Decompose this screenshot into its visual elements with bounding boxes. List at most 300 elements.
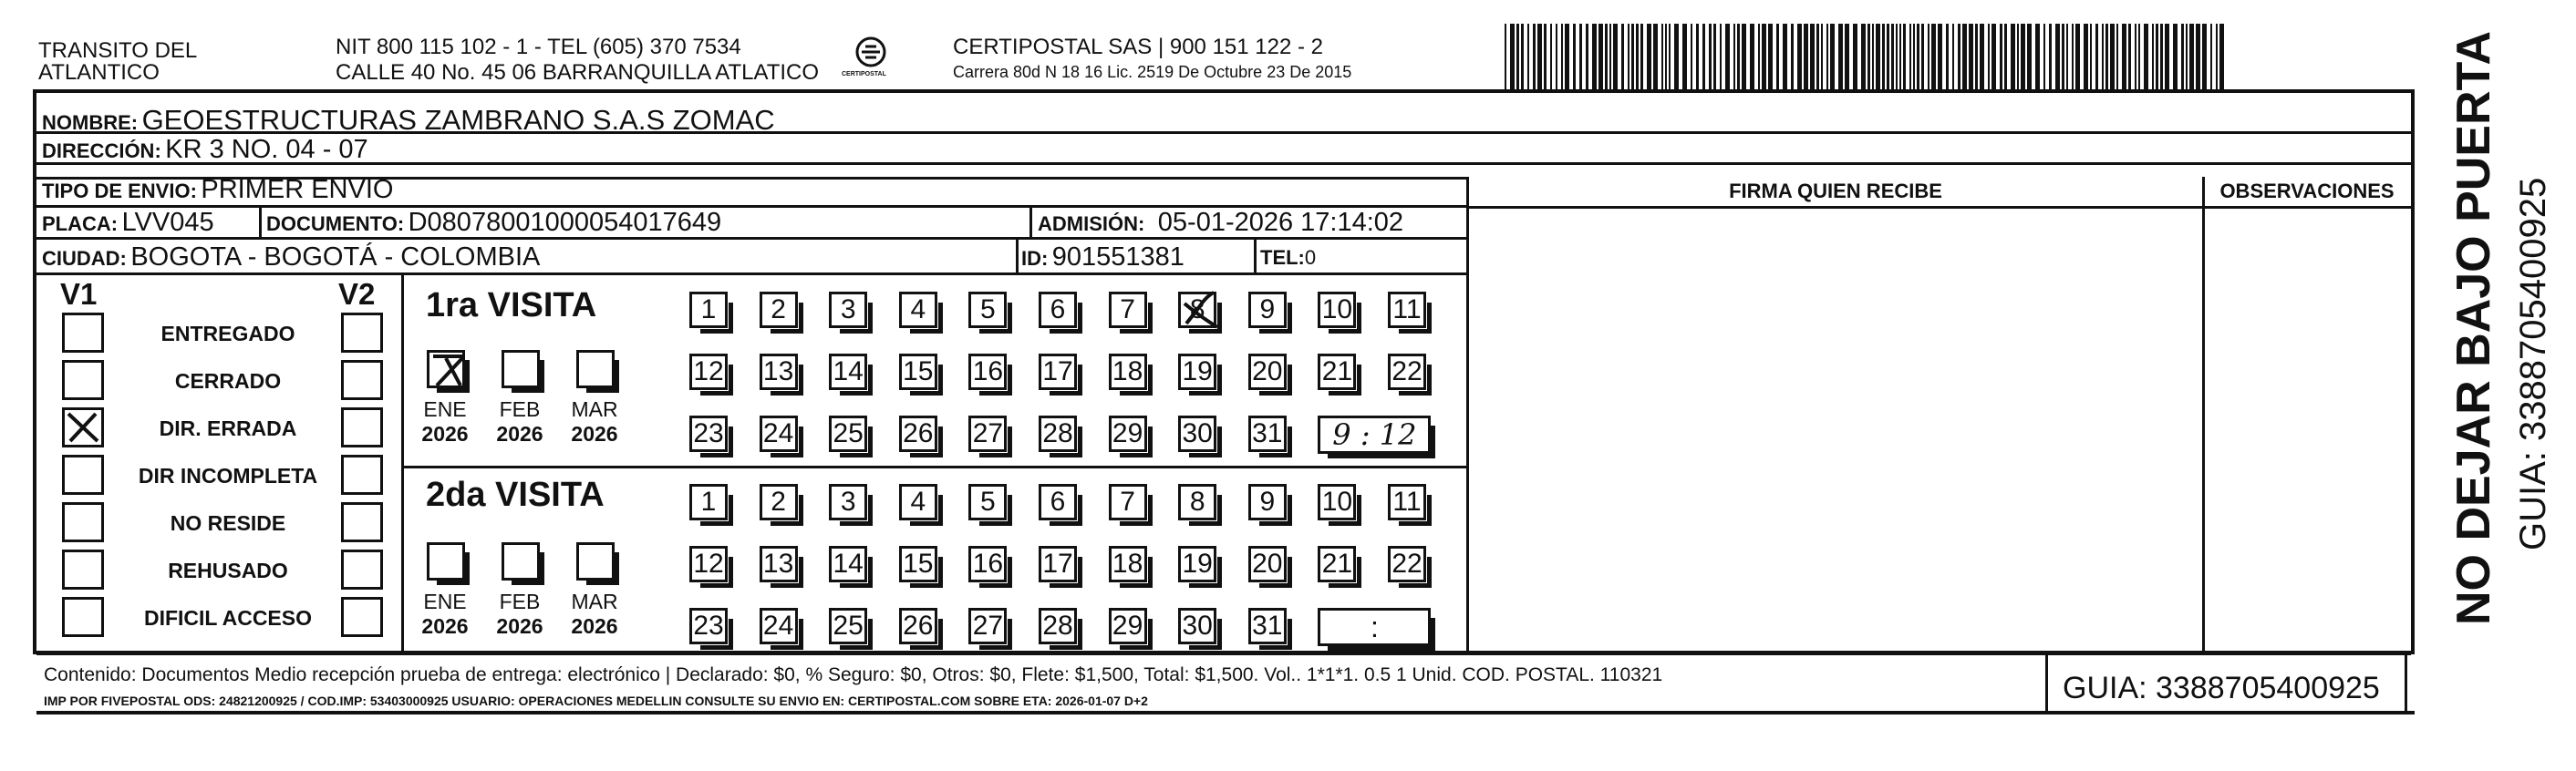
barcode-bar: [1696, 24, 1699, 89]
day-number: 14: [833, 549, 864, 579]
day-number: 26: [903, 418, 934, 448]
barcode-bar: [1991, 24, 1996, 89]
barcode-bar: [1899, 24, 1901, 89]
v1-checkbox[interactable]: [62, 407, 104, 447]
day-number: 28: [1042, 611, 1073, 641]
barcode: [1505, 24, 2229, 89]
barcode-bar: [1861, 24, 1866, 89]
barcode-bar: [1537, 24, 1542, 89]
day-number: 18: [1112, 356, 1143, 386]
day-box[interactable]: [1178, 546, 1216, 582]
nombre-field: [42, 106, 775, 134]
v2-checkbox[interactable]: [341, 455, 383, 495]
month-checkbox[interactable]: [576, 542, 615, 581]
barcode-bar: [1598, 24, 1603, 89]
barcode-bar: [1527, 24, 1529, 89]
v2-checkbox[interactable]: [341, 360, 383, 400]
observaciones-header: OBSERVACIONES: [2219, 180, 2395, 202]
barcode-bar: [1882, 24, 1885, 89]
day-number: 19: [1182, 549, 1213, 579]
barcode-bar: [1720, 24, 1722, 89]
barcode-bar: [1592, 24, 1597, 89]
barcode-bar: [1969, 24, 1973, 89]
documento-label: DOCUMENTO:: [266, 212, 405, 235]
day-number: 10: [1321, 294, 1353, 324]
day-number: 18: [1112, 549, 1143, 579]
barcode-bar: [1621, 24, 1624, 89]
barcode-bar: [2105, 24, 2108, 89]
v2-checkbox[interactable]: [341, 313, 383, 353]
footer-contenido: Contenido: Documentos Medio recepción prueba de entrega: electrónico | Declarado: $0, % Seguro: $0, Otros: $0, Flete: $1,500, Total: $1,500. Vol.. 1*1*1. 0.5 1 Unid. COD. POSTAL. 110321: [44, 664, 1663, 685]
month-label: MAR: [571, 590, 618, 613]
id-label: ID:: [1021, 247, 1049, 270]
tel-label: TEL:: [1260, 246, 1305, 269]
day-box[interactable]: [968, 484, 1007, 520]
firma-header: FIRMA QUIEN RECIBE: [1729, 180, 1942, 202]
barcode-bar: [2084, 24, 2088, 89]
second-visit-title: 2da VISITA: [426, 476, 605, 514]
documento-value: D0807800100005401764​9: [408, 208, 722, 237]
documento-field: [266, 210, 721, 236]
certipostal-logo-icon: [839, 35, 903, 86]
barcode-bar: [1762, 24, 1766, 89]
barcode-bar: [1768, 24, 1773, 89]
barcode-bar: [2043, 24, 2045, 89]
day-box[interactable]: [1109, 484, 1147, 520]
direccion-label: DIRECCIÓN:: [42, 139, 161, 162]
barcode-bar: [1913, 24, 1915, 89]
first-visit-time-box[interactable]: [1318, 416, 1431, 454]
barcode-bar: [1750, 24, 1754, 89]
day-number: 11: [1392, 487, 1422, 517]
day-box[interactable]: [829, 546, 867, 582]
check-mark-icon: [1174, 287, 1228, 336]
day-box[interactable]: [1248, 484, 1287, 520]
barcode-bar: [1931, 24, 1936, 89]
check-mark-icon: [65, 410, 101, 445]
day-box[interactable]: [760, 292, 798, 328]
year-label: 2026: [496, 422, 543, 446]
barcode-bar: [2152, 24, 2154, 89]
barcode-bar: [2072, 24, 2074, 89]
barcode-bar: [1776, 24, 1779, 89]
barcode-bar: [1891, 24, 1894, 89]
day-number: 25: [833, 611, 864, 641]
barcode-bar: [2116, 24, 2118, 89]
barcode-bar: [1516, 24, 1519, 89]
barcode-bar: [2128, 24, 2131, 89]
day-number: 30: [1182, 611, 1213, 641]
day-box[interactable]: [829, 292, 867, 328]
barcode-bar: [1647, 24, 1651, 89]
day-box[interactable]: [1109, 608, 1147, 644]
barcode-bar: [1903, 24, 1906, 89]
barcode-bar: [2066, 24, 2068, 89]
sender-address: CALLE 40 No. 45 06 BARRANQUILLA ATLATICO: [336, 60, 820, 85]
barcode-bar: [1758, 24, 1760, 89]
v1-label: V1: [60, 277, 98, 311]
day-number: 26: [903, 611, 934, 641]
second-visit-time: :: [1370, 610, 1379, 643]
v2-checkbox[interactable]: [341, 407, 383, 447]
barcode-bar: [1838, 24, 1843, 89]
v1-checkbox[interactable]: [62, 455, 104, 495]
month-label: FEB: [499, 590, 541, 613]
barcode-bar: [1845, 24, 1849, 89]
barcode-bar: [1665, 24, 1667, 89]
day-box[interactable]: [899, 608, 937, 644]
tel-field: [1260, 248, 1316, 268]
day-box[interactable]: [1039, 484, 1077, 520]
barcode-bar: [1791, 24, 1794, 89]
day-box[interactable]: [1178, 484, 1216, 520]
month-checkbox[interactable]: [576, 350, 615, 388]
second-visit-time-box[interactable]: [1318, 608, 1431, 646]
barcode-bar: [2090, 24, 2092, 89]
day-number: 11: [1392, 294, 1422, 324]
status-label: DIFICIL ACCESO: [143, 606, 313, 630]
v2-checkbox[interactable]: [341, 502, 383, 542]
day-number: 23: [693, 418, 724, 448]
year-label: 2026: [571, 614, 618, 638]
day-number: 31: [1252, 611, 1283, 641]
day-number: 14: [833, 356, 864, 386]
month-checkbox[interactable]: [427, 350, 465, 388]
barcode-bar: [2122, 24, 2126, 89]
day-number: 4: [910, 487, 926, 517]
day-box[interactable]: [1248, 608, 1287, 644]
tel-value: 0: [1304, 246, 1317, 269]
ciudad-label: CIUDAD:: [42, 247, 127, 270]
day-box[interactable]: [1039, 354, 1077, 390]
barcode-bar: [1702, 24, 1705, 89]
barcode-bar: [1742, 24, 1746, 89]
day-number: 3: [840, 294, 856, 324]
barcode-bar: [1975, 24, 1978, 89]
barcode-bar: [2035, 24, 2040, 89]
day-number: 20: [1252, 549, 1283, 579]
day-box[interactable]: [1109, 354, 1147, 390]
day-number: 12: [693, 356, 724, 386]
day-number: 19: [1182, 356, 1213, 386]
admision-field: [1038, 210, 1403, 236]
barcode-bar: [1938, 24, 1942, 89]
month-checkbox[interactable]: [502, 542, 540, 581]
day-number: 23: [693, 611, 724, 641]
v2-checkbox[interactable]: [341, 550, 383, 590]
day-number: 1: [700, 487, 717, 517]
day-number: 10: [1321, 487, 1353, 517]
day-box[interactable]: [760, 484, 798, 520]
v1-checkbox[interactable]: [62, 313, 104, 353]
barcode-bar: [1550, 24, 1552, 89]
barcode-bar: [2138, 24, 2140, 89]
barcode-bar: [1733, 24, 1735, 89]
barcode-bar: [2049, 24, 2052, 89]
day-box[interactable]: [968, 546, 1007, 582]
day-number: 8: [1189, 294, 1205, 324]
day-box[interactable]: [689, 484, 728, 520]
day-number: 27: [972, 611, 1004, 641]
barcode-bar: [1682, 24, 1687, 89]
barcode-bar: [2189, 24, 2194, 89]
courier-line-1: CERTIPOSTAL SAS | 900 151 122 - 2: [953, 35, 1323, 59]
v1-checkbox[interactable]: [62, 502, 104, 542]
day-box[interactable]: [1039, 416, 1077, 452]
barcode-bar: [1605, 24, 1608, 89]
year-label: 2026: [496, 614, 543, 638]
day-box[interactable]: [1388, 354, 1426, 390]
day-box[interactable]: [1178, 354, 1216, 390]
barcode-bar: [1533, 24, 1536, 89]
day-box[interactable]: [1248, 546, 1287, 582]
sender-line-1: TRANSITO DEL: [38, 38, 198, 63]
day-number: 30: [1182, 418, 1213, 448]
day-number: 9: [1259, 294, 1276, 324]
day-box[interactable]: [968, 416, 1007, 452]
barcode-bar: [1713, 24, 1716, 89]
observations-area[interactable]: [2205, 209, 2411, 653]
day-box[interactable]: [1248, 292, 1287, 328]
day-number: 13: [762, 549, 794, 579]
day-number: 29: [1112, 418, 1143, 448]
day-box[interactable]: [899, 484, 937, 520]
barcode-bar: [1521, 24, 1524, 89]
barcode-bar: [1917, 24, 1919, 89]
day-box[interactable]: [829, 608, 867, 644]
day-box[interactable]: [1109, 416, 1147, 452]
barcode-bar: [1709, 24, 1712, 89]
barcode-bar: [1830, 24, 1835, 89]
barcode-bar: [1821, 24, 1823, 89]
day-number: 16: [972, 356, 1004, 386]
day-box[interactable]: [968, 292, 1007, 328]
day-box[interactable]: [899, 292, 937, 328]
v2-checkbox[interactable]: [341, 597, 383, 637]
side-guia: GUIA: 3388705400925: [2513, 177, 2553, 550]
day-box[interactable]: [1388, 292, 1426, 328]
day-box[interactable]: [899, 546, 937, 582]
first-visit-time: 9 : 12: [1332, 417, 1417, 452]
barcode-bar: [1669, 24, 1671, 89]
day-number: 22: [1391, 549, 1422, 579]
v1-checkbox[interactable]: [62, 550, 104, 590]
certipostal-logo: [839, 35, 903, 86]
day-box[interactable]: [1318, 354, 1356, 390]
day-box[interactable]: [1388, 546, 1426, 582]
day-number: 22: [1391, 356, 1422, 386]
month-label: ENE: [423, 397, 467, 421]
day-number: 9: [1259, 487, 1276, 517]
barcode-bar: [2219, 24, 2224, 89]
day-number: 13: [762, 356, 794, 386]
barcode-bar: [1783, 24, 1787, 89]
day-box[interactable]: [689, 292, 728, 328]
day-number: 6: [1050, 487, 1066, 517]
day-box[interactable]: [1109, 292, 1147, 328]
tipo-envio-field: [42, 177, 393, 203]
day-box[interactable]: [1318, 292, 1356, 328]
placa-field: [42, 210, 214, 236]
day-number: 5: [980, 487, 996, 517]
barcode-bar: [1556, 24, 1557, 89]
day-number: 16: [972, 549, 1004, 579]
day-box[interactable]: [1178, 416, 1216, 452]
id-value: 901551381: [1051, 242, 1185, 272]
day-number: 28: [1042, 418, 1073, 448]
day-box[interactable]: [1178, 292, 1216, 328]
month-label: FEB: [499, 397, 541, 421]
barcode-bar: [2186, 24, 2188, 89]
logo-text: CERTIPOSTAL: [842, 71, 886, 77]
status-label: DIR. ERRADA: [159, 416, 297, 440]
day-box[interactable]: [689, 416, 728, 452]
barcode-bar: [1653, 24, 1658, 89]
barcode-bar: [2173, 24, 2178, 89]
day-number: 6: [1050, 294, 1066, 324]
barcode-bar: [1586, 24, 1588, 89]
barcode-bar: [2055, 24, 2060, 89]
year-label: 2026: [421, 422, 469, 446]
day-box[interactable]: [1109, 546, 1147, 582]
barcode-bar: [2210, 24, 2212, 89]
month-checkbox[interactable]: [427, 542, 465, 581]
footer-imp: IMP POR FIVEPOSTAL ODS: 24821200925 / COD.IMP: 53403000925 USUARIO: OPERACIONES MEDELLIN CONSULTE SU ENVIO EN: CERTIPOSTAL.COM SOBRE ETA: 2026-01-07 D+2: [44, 694, 1148, 708]
day-number: 8: [1189, 487, 1205, 517]
day-number: 27: [972, 418, 1004, 448]
day-number: 7: [1120, 294, 1135, 324]
barcode-bar: [2102, 24, 2104, 89]
barcode-bar: [1636, 24, 1639, 89]
barcode-bar: [1628, 24, 1629, 89]
day-box[interactable]: [829, 354, 867, 390]
footer-guia: GUIA: 3388705400925: [2063, 671, 2380, 705]
sender-line-2: ATLANTICO: [38, 60, 160, 85]
barcode-bar: [2075, 24, 2080, 89]
barcode-bar: [1510, 24, 1515, 89]
day-number: 31: [1252, 418, 1283, 448]
day-box[interactable]: [829, 484, 867, 520]
barcode-bar: [2156, 24, 2158, 89]
barcode-bar: [1661, 24, 1663, 89]
barcode-bar: [2160, 24, 2163, 89]
day-number: 5: [980, 294, 996, 324]
barcode-bar: [1544, 24, 1547, 89]
barcode-bar: [1737, 24, 1740, 89]
day-box[interactable]: [1388, 484, 1426, 520]
barcode-bar: [1674, 24, 1679, 89]
day-box[interactable]: [760, 354, 798, 390]
day-box[interactable]: [1039, 546, 1077, 582]
day-number: 17: [1042, 549, 1073, 579]
day-box[interactable]: [1248, 416, 1287, 452]
barcode-bar: [1896, 24, 1898, 89]
v1-checkbox[interactable]: [62, 360, 104, 400]
day-box[interactable]: [1318, 484, 1356, 520]
nombre-label: NOMBRE:: [42, 111, 139, 134]
month-label: ENE: [423, 590, 467, 613]
status-label: CERRADO: [174, 369, 282, 393]
barcode-bar: [1909, 24, 1911, 89]
day-number: 29: [1112, 611, 1143, 641]
day-box[interactable]: [1248, 354, 1287, 390]
barcode-bar: [1876, 24, 1880, 89]
day-box[interactable]: [760, 608, 798, 644]
day-number: 2: [771, 294, 786, 324]
day-box[interactable]: [1039, 608, 1077, 644]
day-box[interactable]: [899, 416, 937, 452]
day-number: 7: [1120, 487, 1135, 517]
admision-value: 05-01-2026 17:14:02: [1157, 208, 1404, 237]
day-box[interactable]: [689, 354, 728, 390]
v1-checkbox[interactable]: [62, 597, 104, 637]
barcode-bar: [1962, 24, 1967, 89]
barcode-bar: [1573, 24, 1576, 89]
day-box[interactable]: [1039, 292, 1077, 328]
day-box[interactable]: [829, 416, 867, 452]
barcode-bar: [1579, 24, 1582, 89]
day-box[interactable]: [968, 608, 1007, 644]
month-checkbox[interactable]: [502, 350, 540, 388]
day-box[interactable]: [689, 608, 728, 644]
barcode-bar: [2017, 24, 2019, 89]
day-box[interactable]: [760, 416, 798, 452]
check-mark-icon: [429, 353, 466, 389]
day-number: 20: [1252, 356, 1283, 386]
day-number: 1: [700, 294, 717, 324]
barcode-bar: [1797, 24, 1802, 89]
barcode-bar: [1561, 24, 1563, 89]
barcode-bar: [1565, 24, 1569, 89]
no-dejar-bajo-puerta: NO DEJAR BAJO PUERTA: [2447, 30, 2500, 625]
barcode-bar: [2011, 24, 2015, 89]
day-box[interactable]: [760, 546, 798, 582]
day-box[interactable]: [1318, 546, 1356, 582]
placa-label: PLACA:: [42, 212, 119, 235]
barcode-bar: [1853, 24, 1857, 89]
barcode-bar: [2216, 24, 2218, 89]
barcode-bar: [2165, 24, 2169, 89]
barcode-bar: [2027, 24, 2032, 89]
barcode-bar: [2004, 24, 2007, 89]
ciudad-field: [42, 244, 540, 271]
status-label: NO RESIDE: [170, 511, 286, 535]
barcode-bar: [2095, 24, 2098, 89]
status-label: ENTREGADO: [160, 322, 295, 345]
barcode-bar: [2196, 24, 2200, 89]
day-box[interactable]: [899, 354, 937, 390]
barcode-bar: [1826, 24, 1828, 89]
barcode-bar: [2144, 24, 2148, 89]
barcode-bar: [1928, 24, 1929, 89]
direccion-value: KR 3 NO. 04 - 07: [165, 135, 368, 164]
signature-area[interactable]: [1469, 209, 2202, 653]
day-box[interactable]: [1178, 608, 1216, 644]
day-number: 2: [771, 487, 786, 517]
day-box[interactable]: [968, 354, 1007, 390]
placa-value: LVV045: [121, 208, 214, 237]
admision-label: ADMISIÓN:: [1038, 212, 1145, 235]
barcode-bar: [1505, 24, 1506, 89]
barcode-bar: [1810, 24, 1815, 89]
barcode-bar: [1631, 24, 1634, 89]
day-box[interactable]: [689, 546, 728, 582]
barcode-bar: [2110, 24, 2115, 89]
barcode-bar: [1988, 24, 1990, 89]
year-label: 2026: [571, 422, 618, 446]
direccion-field: [42, 137, 368, 163]
year-label: 2026: [421, 614, 469, 638]
